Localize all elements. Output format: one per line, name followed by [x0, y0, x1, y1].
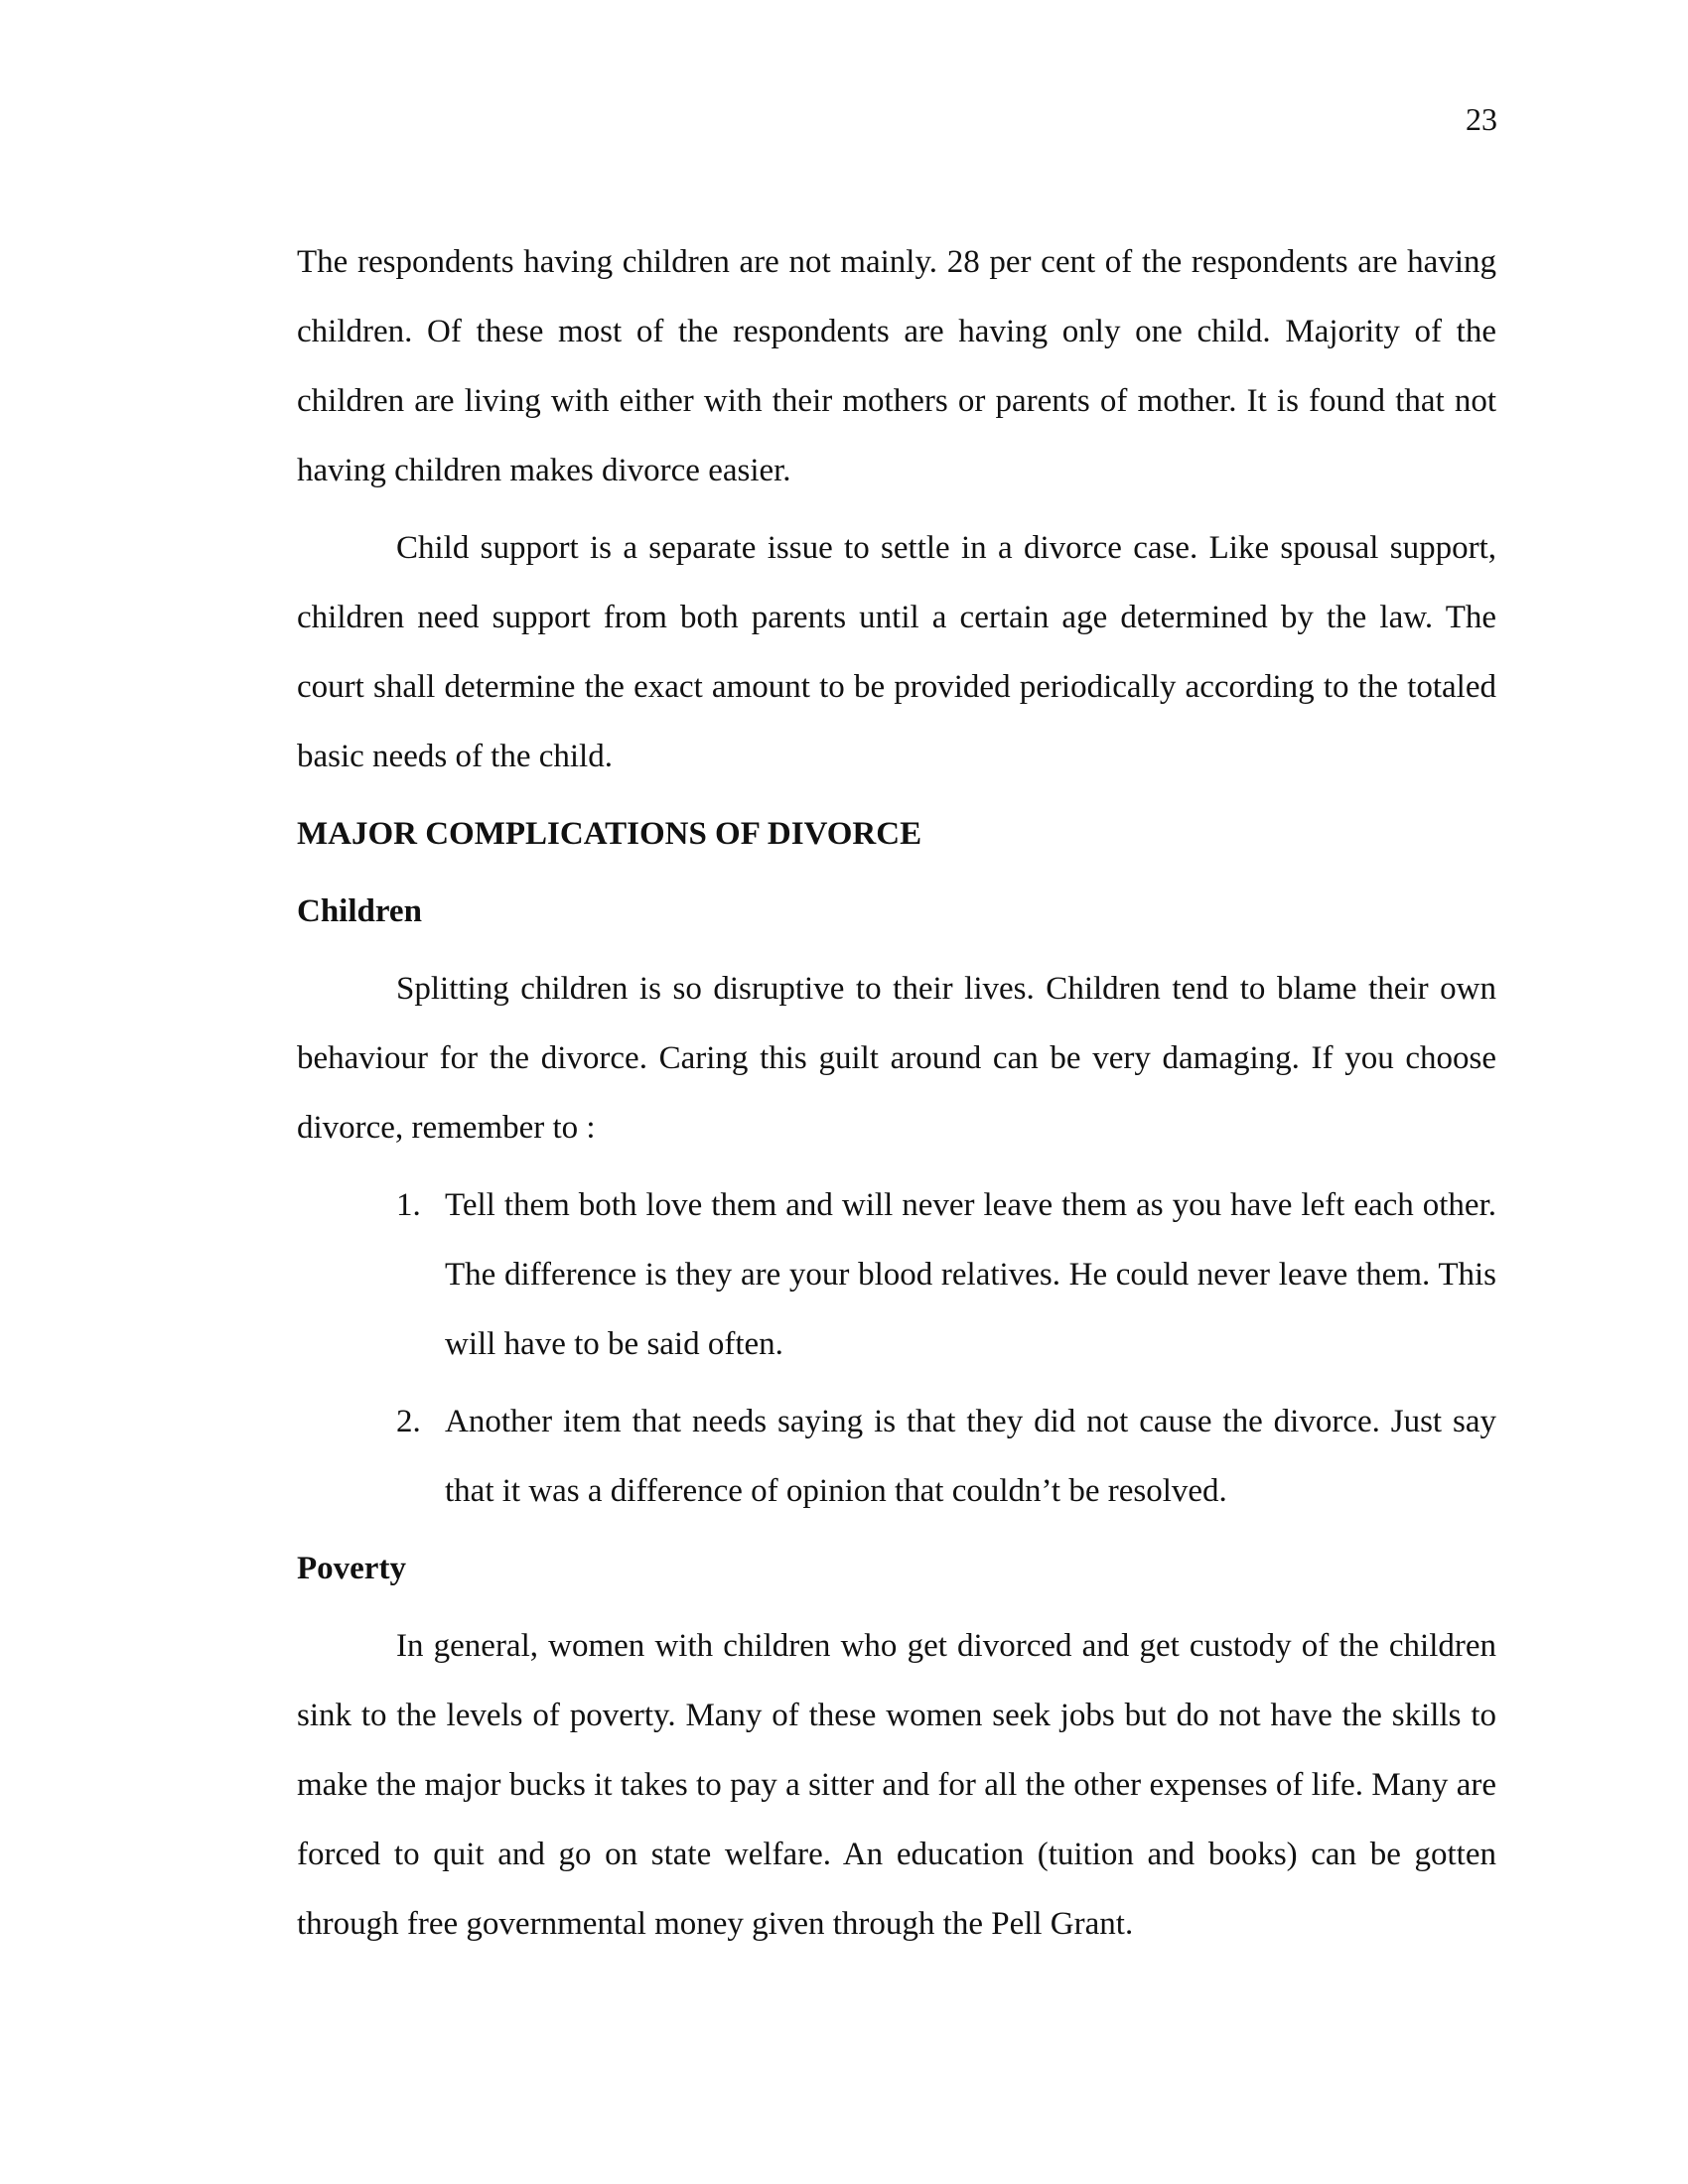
list-item-marker: 1. — [396, 1187, 421, 1223]
poverty-paragraph: In general, women with children who get divorced and get custody of the children sink to the levels of poverty. Many of these women seek jobs but do not have the skills to make the major bucks it takes to pay a sitter and for all the other expenses of life. Many are forced to quit and go on state welfare. An education (tuition and books) can be gotten through free governmental money given through the Pell Grant. — [297, 1628, 1496, 1942]
children-heading: Children — [297, 893, 422, 929]
remember-list — [297, 1170, 1496, 1526]
page-number: 23 — [1466, 101, 1497, 137]
intro-paragraph: The respondents having children are not mainly. 28 per cent of the respondents are having children. Of these most of the respondents are having only one child. Majority of the children are living with either with their mothers or parents of mother. It is found that not having children makes divorce easier. — [297, 244, 1496, 488]
list-item-marker: 2. — [396, 1404, 421, 1439]
page-body — [297, 227, 1496, 1959]
list-item — [297, 1387, 1496, 1526]
list-item-text: Tell them both love them and will never leave them as you have left each other. The difference is they are your blood relatives. He could never leave them. This will have to be said often. — [445, 1187, 1496, 1362]
section-heading: MAJOR COMPLICATIONS OF DIVORCE — [297, 816, 922, 852]
list-item — [297, 1170, 1496, 1379]
children-paragraph: Splitting children is so disruptive to their lives. Children tend to blame their own behaviour for the divorce. Caring this guilt around can be very damaging. If you choose divorce, remember to : — [297, 971, 1496, 1146]
child-support-paragraph: Child support is a separate issue to settle in a divorce case. Like spousal support, children need support from both parents until a certain age determined by the law. The court shall determine the exact amount to be provided periodically according to the totaled basic needs of the child. — [297, 530, 1496, 774]
list-item-text: Another item that needs saying is that they did not cause the divorce. Just say that it was a difference of opinion that couldn’t be resolved. — [445, 1404, 1496, 1509]
poverty-heading: Poverty — [297, 1551, 406, 1586]
